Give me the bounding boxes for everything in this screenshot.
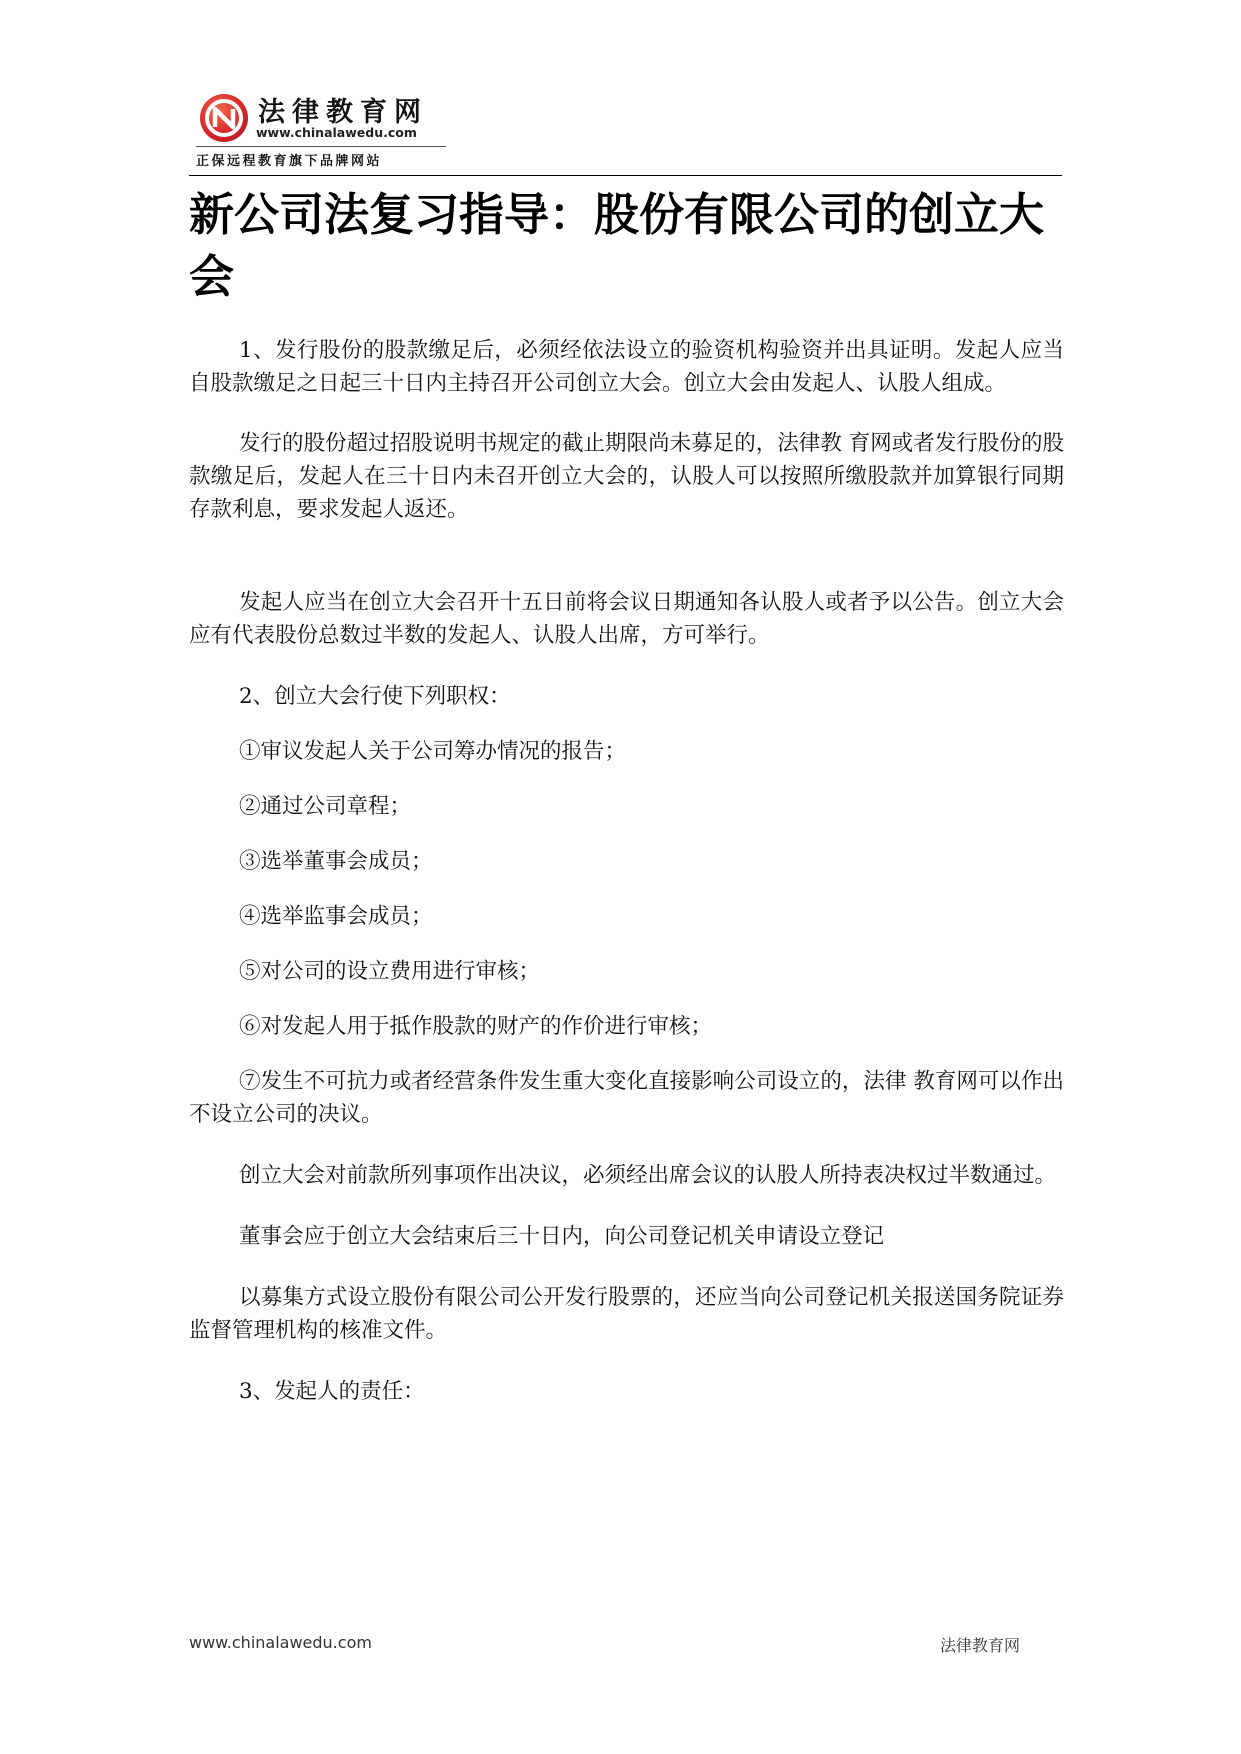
footer-url[interactable]: www.chinalawedu.com xyxy=(189,1633,372,1652)
list-item: ⑥对发起人用于抵作股款的财产的作价进行审核； xyxy=(239,1014,713,1039)
brand-url: www.chinalawedu.com xyxy=(256,125,417,140)
paragraph: 1、发行股份的股款缴足后，必须经依法设立的验资机构验资并出具证明。发起人应当自股款缴足之日起三十日内主持召开公司创立大会。创立大会由发起人、认股人组成。 xyxy=(189,338,1064,396)
list-item: ②通过公司章程； xyxy=(239,794,412,819)
paragraph: 以募集方式设立股份有限公司公开发行股票的，还应当向公司登记机关报送国务院证券监督管理机构的核准文件。 xyxy=(189,1285,1064,1343)
site-header xyxy=(196,88,446,173)
list-item: ⑤对公司的设立费用进行审核； xyxy=(239,959,541,984)
brand-subtitle: 正保远程教育旗下品牌网站 xyxy=(196,146,446,169)
paragraph: 2、创立大会行使下列职权： xyxy=(239,684,511,709)
article-body xyxy=(189,334,1064,1408)
paragraph: 创立大会对前款所列事项作出决议，必须经出席会议的认股人所持表决权过半数通过。 xyxy=(239,1163,1057,1188)
footer-site-name: 法律教育网 xyxy=(940,1636,1021,1655)
list-item: ⑦发生不可抗力或者经营条件发生重大变化直接影响公司设立的，法律 教育网可以作出不设立公司的决议。 xyxy=(189,1069,1064,1127)
header-divider xyxy=(189,175,1062,176)
list-item: ③选举董事会成员； xyxy=(239,849,433,874)
list-item: ①审议发起人关于公司筹办情况的报告； xyxy=(239,739,627,764)
list-item: ④选举监事会成员； xyxy=(239,904,433,929)
brand-name: 法律教育网 xyxy=(258,97,428,128)
paragraph: 董事会应于创立大会结束后三十日内，向公司登记机关申请设立登记 xyxy=(239,1224,885,1249)
chinalawedu-logo-icon xyxy=(200,94,248,142)
page-title: 新公司法复习指导：股份有限公司的创立大会 xyxy=(189,188,1045,303)
paragraph: 发行的股份超过招股说明书规定的截止期限尚未募足的，法律教 育网或者发行股份的股款缴足后，发起人在三十日内未召开创立大会的，认股人可以按照所缴股款并加算银行同期存款利息，要求发起人返还。 xyxy=(189,431,1064,522)
paragraph: 3、发起人的责任： xyxy=(239,1379,425,1404)
paragraph: 发起人应当在创立大会召开十五日前将会议日期通知各认股人或者予以公告。创立大会应有代表股份总数过半数的发起人、认股人出席，方可举行。 xyxy=(189,590,1064,648)
